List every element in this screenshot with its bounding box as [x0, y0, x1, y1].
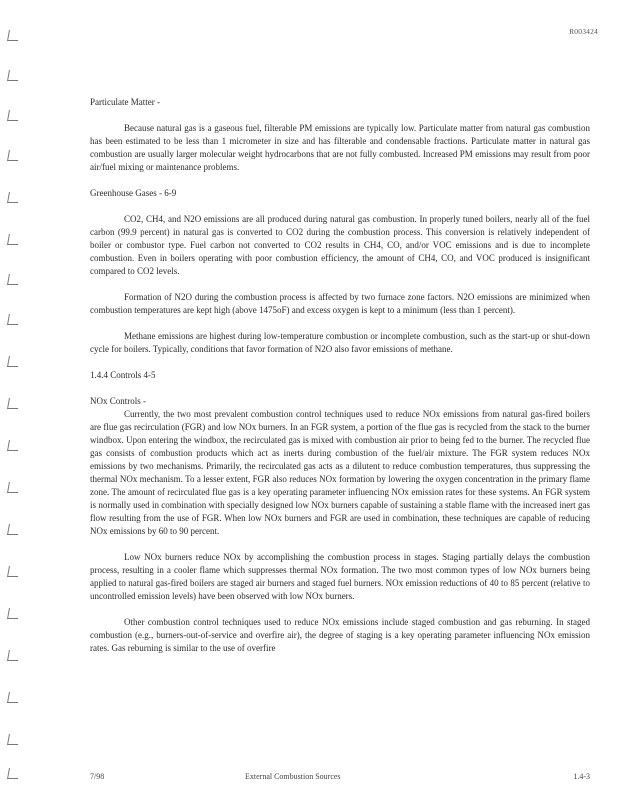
controls-heading: 1.4.4 Controls 4-5 — [90, 370, 156, 380]
pm-heading: Particulate Matter - — [90, 97, 160, 107]
ghg-heading: Greenhouse Gases - 6-9 — [90, 188, 177, 198]
nox-paragraph-3: Other combustion control techniques used to reduce NOx emissions include staged combustion and gas reburning. In staged combustion (e.g., burners-out-of-service and overfire air), the degree of staging is a key operating parameter influencing NOx emission rates. Gas reburning is similar to the use of overfire — [90, 617, 590, 653]
footer-page-number: 1.4-3 — [573, 772, 590, 781]
pm-paragraph: Because natural gas is a gaseous fuel, filterable PM emissions are typically low. Particulate matter from natural gas combustion has been estimated to be less than 1 micrometer in size and has filterable and condensable fractions. Particulate matter in natural gas combustion are usually larger molecular weight hydrocarbons that are not fully combusted. Increased PM emissions may result from poor air/fuel mixing or maintenance problems. — [90, 123, 590, 172]
footer-title: External Combustion Sources — [245, 772, 341, 781]
ghg-paragraph-3: Methane emissions are highest during low-temperature combustion or incomplete combustion, such as the start-up or shut-down cycle for boilers. Typically, conditions that favor formation of N2O also favor emissions of methane. — [90, 331, 590, 354]
nox-heading: NOx Controls - — [90, 396, 146, 406]
ghg-paragraph-2: Formation of N2O during the combustion process is affected by two furnace zone factors. N2O emissions are minimized when combustion temperatures are kept high (above 1475oF) and excess oxygen is kept to a minimum (less than 1 percent). — [90, 292, 590, 315]
nox-paragraph-2: Low NOx burners reduce NOx by accomplishing the combustion process in stages. Staging partially delays the combustion process, resulting in a cooler flame which suppresses thermal NOx formation. The two most common types of low NOx burners being applied to natural gas-fired boilers are staged air burners and staged fuel burners. NOx emission reductions of 40 to 85 percent (relative to uncontrolled emission levels) have been observed with low NOx burners. — [90, 552, 590, 601]
document-id: R003424 — [569, 27, 598, 36]
footer-date: 7/98 — [90, 772, 105, 781]
binder-margin — [4, 12, 22, 792]
nox-paragraph-1: Currently, the two most prevalent combustion control techniques used to reduce NOx emissions from natural gas-fired boilers are flue gas recirculation (FGR) and low NOx burners. In an FGR system, a portion of the flue gas is recycled from the stack to the burner windbox. Upon entering the windbox, the recirculated gas is mixed with combustion air prior to being fed to the burner. The recycled flue gas consists of combustion products which act as inerts during combustion of the fuel/air mixture. The FGR system reduces NOx emissions by two mechanisms. Primarily, the recirculated gas acts as a dilutent to reduce combustion temperatures, thus suppressing the thermal NOx mechanism. To a lesser extent, FGR also reduces NOx formation by lowering the oxygen concentration in the primary flame zone. The amount of recirculated flue gas is a key operating parameter influencing NOx emission rates for these systems. An FGR system is normally used in combination with specially designed low NOx burners capable of sustaining a stable flame with the increased inert gas flow resulting from the use of FGR. When low NOx burners and FGR are used in combination, these techniques are capable of reducing NOx emissions by 60 to 90 percent. — [90, 409, 590, 536]
document-body — [90, 96, 590, 668]
ghg-paragraph-1: CO2, CH4, and N2O emissions are all produced during natural gas combustion. In properly tuned boilers, nearly all of the fuel carbon (99.9 percent) in natural gas is converted to CO2 during the combustion process. This conversion is relatively independent of boiler or combustor type. Fuel carbon not converted to CO2 results in CH4, CO, and/or VOC emissions and is due to incomplete combustion. Even in boilers operating with poor combustion efficiency, the amount of CH4, CO, and VOC produced is insignificant compared to CO2 levels. — [90, 214, 590, 276]
